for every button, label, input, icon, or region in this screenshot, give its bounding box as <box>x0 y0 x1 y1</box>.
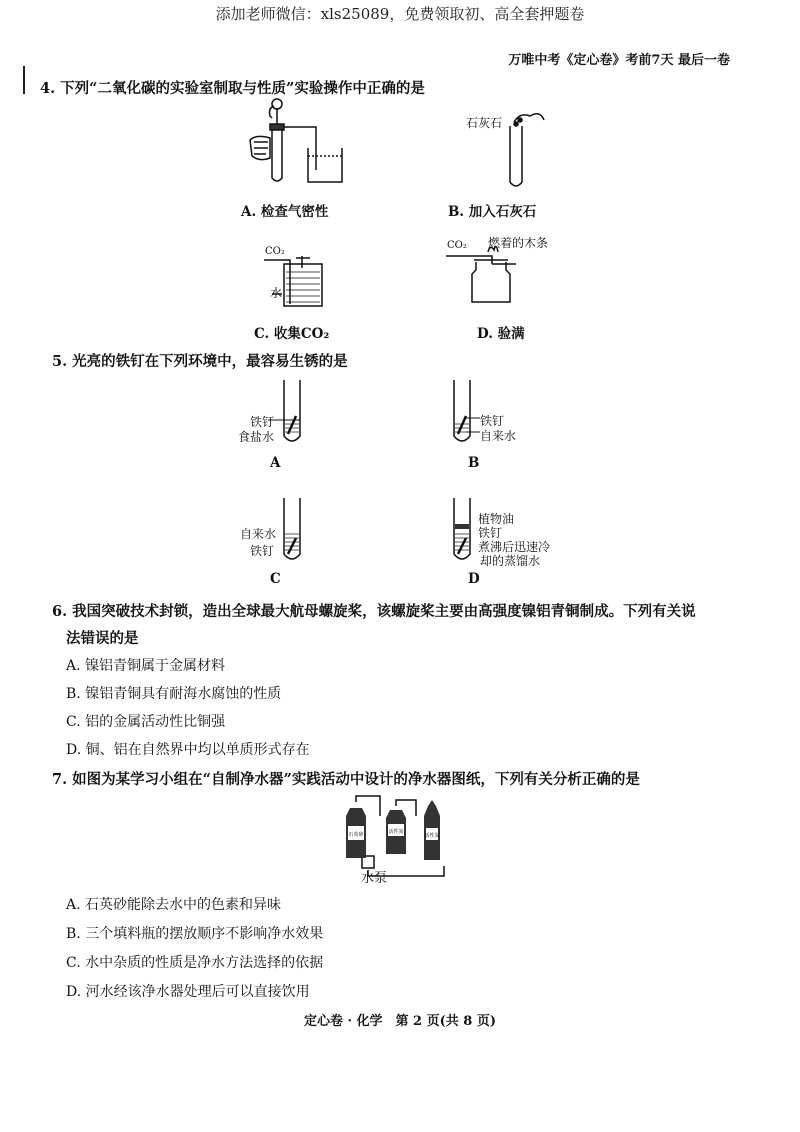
q5-option-c: C <box>270 571 281 587</box>
q7-bottle-label-3: 活性炭 <box>424 833 440 839</box>
q5-d-label-oil: 植物油 <box>478 512 515 526</box>
q7-option-d: D. 河水经该净水器处理后可以直接饮用 <box>66 984 310 1000</box>
q4-option-d: D. 验满 <box>477 326 525 342</box>
q7-option-a: A. 石英砂能除去水中的色素和异味 <box>66 897 282 913</box>
page-footer: 定心卷 · 化学 第 2 页(共 8 页) <box>303 1014 497 1029</box>
q5-d-label-boiled-1: 煮沸后迅速冷 <box>478 540 551 554</box>
q4-label-co2-d: CO₂ <box>447 240 467 251</box>
q5-b-test-tube <box>452 380 476 446</box>
q5-d-label-nail: 铁钉 <box>478 526 503 540</box>
q4-label-limestone: 石灰石 <box>466 116 503 130</box>
q7-stem: 7. 如图为某学习小组在“自制净水器”实践活动中设计的净水器图纸，下列有关分析正确的是 <box>52 771 640 788</box>
q4-label-burning-stick: 燃着的木条 <box>488 236 549 250</box>
q4-b-test-tube-diagram <box>500 108 550 190</box>
q5-a-test-tube <box>282 380 306 446</box>
q5-a-label-nail: 铁钉 <box>250 415 275 429</box>
q4-label-water-c: 水 <box>270 286 283 300</box>
q4-a-airtightness-diagram <box>246 98 351 190</box>
q5-option-d: D <box>468 571 480 587</box>
q7-water-purifier-diagram <box>340 796 455 880</box>
q5-b-label-nail: 铁钉 <box>480 414 505 428</box>
exam-title: 万唯中考《定心卷》考前7天 最后一卷 <box>508 53 730 68</box>
q5-b-label-tapwater: 自来水 <box>480 429 517 443</box>
q6-option-d: D. 铜、铝在自然界中均以单质形式存在 <box>66 742 310 758</box>
q7-pump-label: 水泵 <box>361 871 388 886</box>
q6-option-c: C. 铝的金属活动性比铜强 <box>66 714 226 730</box>
q7-option-c: C. 水中杂质的性质是净水方法选择的依据 <box>66 955 324 971</box>
q4-stem: 4. 下列“二氧化碳的实验室制取与性质”实验操作中正确的是 <box>40 80 425 97</box>
q5-d-label-boiled-2: 却的蒸馏水 <box>480 554 541 568</box>
q7-bottle-label-1: 石英砂 <box>348 832 364 838</box>
q4-option-b: B. 加入石灰石 <box>448 204 537 220</box>
q5-option-a: A <box>270 455 281 471</box>
q5-option-b: B <box>468 455 480 471</box>
q6-option-b: B. 镍铝青铜具有耐海水腐蚀的性质 <box>66 686 282 702</box>
q7-option-b: B. 三个填料瓶的摆放顺序不影响净水效果 <box>66 926 324 942</box>
margin-mark <box>23 66 25 94</box>
q7-bottle-label-2: 活性炭 <box>388 829 404 835</box>
q4-c-gas-bottle-diagram <box>262 250 332 312</box>
q5-c-label-tapwater: 自来水 <box>240 527 277 541</box>
q5-d-test-tube <box>452 498 476 564</box>
q4-option-c: C. 收集CO₂ <box>254 326 330 342</box>
q4-option-a: A. 检查气密性 <box>241 204 329 220</box>
q5-stem: 5. 光亮的铁钉在下列环境中，最容易生锈的是 <box>52 353 348 370</box>
q5-c-label-nail: 铁钉 <box>250 544 275 558</box>
q5-a-label-saltwater: 食盐水 <box>238 430 275 444</box>
q5-c-test-tube <box>282 498 306 564</box>
q4-d-verify-diagram <box>444 252 524 314</box>
q6-option-a: A. 镍铝青铜属于金属材料 <box>66 658 226 674</box>
q6-stem-line2: 法错误的是 <box>66 630 139 647</box>
q4-label-co2-c: CO₂ <box>265 246 285 257</box>
promo-banner: 添加老师微信：xls25089，免费领取初、高全套押题卷 <box>215 5 585 23</box>
q6-stem-line1: 6. 我国突破技术封锁，造出全球最大航母螺旋桨，该螺旋桨主要由高强度镍铝青铜制成。下列有关说 <box>52 603 696 620</box>
